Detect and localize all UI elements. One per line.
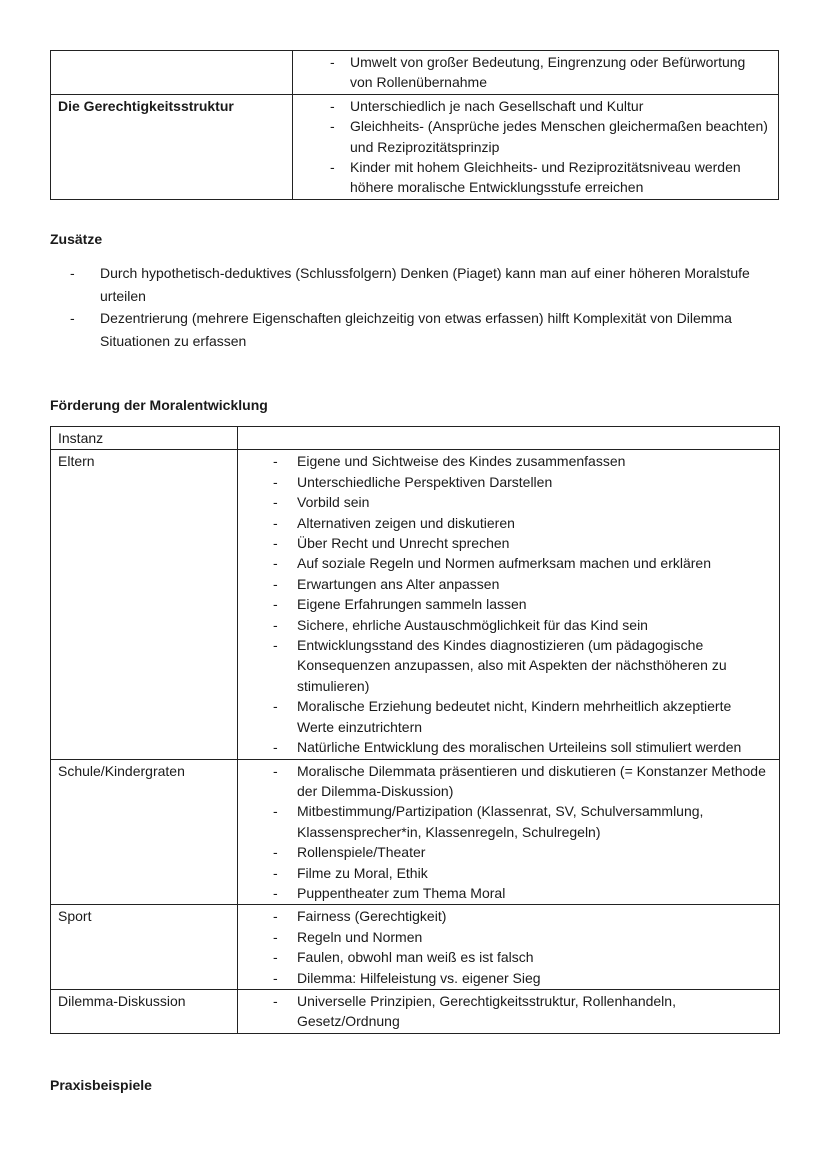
table-row: [51, 51, 779, 95]
list-item: - Universelle Prinzipien, Gerechtigkeitsstruktur, Rollenhandeln, Gesetz/Ordnung: [273, 991, 772, 1032]
list-item: - Entwicklungsstand des Kindes diagnostizieren (um pädagogische Konsequenzen anzupassen, also mit Aspekten der nächsthöheren zu stimulieren): [273, 635, 772, 696]
list-item: - Rollenspiele/Theater: [273, 842, 772, 862]
table-row: [51, 759, 780, 905]
list-item: - Regeln und Normen: [273, 927, 772, 947]
bullet-list: [330, 52, 771, 93]
list-item: - Erwartungen ans Alter anpassen: [273, 574, 772, 594]
row-items-cell: [238, 989, 780, 1033]
list-item: - Natürliche Entwicklung des moralischen Urteileins soll stimuliert werden: [273, 737, 772, 757]
list-item: - Umwelt von großer Bedeutung, Eingrenzung oder Befürwortung von Rollenübernahme: [330, 52, 771, 93]
bullet-list: [330, 96, 771, 198]
foerderung-table: [50, 426, 780, 1034]
list-item: - Dezentrierung (mehrere Eigenschaften gleichzeitig von etwas erfassen) hilft Komplexität von Dilemma Situationen zu erfassen: [70, 307, 770, 352]
bullet-list: [273, 761, 772, 904]
table-row: [51, 905, 780, 990]
table-row: [51, 94, 779, 199]
list-item: - Gleichheits- (Ansprüche jedes Menschen gleichermaßen beachten) und Reziprozitätsprinzip: [330, 116, 771, 157]
list-item: - Fairness (Gerechtigkeit): [273, 906, 772, 926]
row-items-cell: [293, 94, 779, 199]
list-item: - Eigene Erfahrungen sammeln lassen: [273, 594, 772, 614]
list-item: - Sichere, ehrliche Austauschmöglichkeit für das Kind sein: [273, 615, 772, 635]
list-item: - Mitbestimmung/Partizipation (Klassenrat, SV, Schulversammlung, Klassensprecher*in, Klassenregeln, Schulregeln): [273, 801, 772, 842]
row-label-cell: [51, 51, 293, 95]
row-items-cell: [293, 51, 779, 95]
praxis-heading: Praxisbeispiele: [50, 1077, 152, 1093]
list-item: - Moralische Erziehung bedeutet nicht, Kindern mehrheitlich akzeptierte Werte einzutrichtern: [273, 696, 772, 737]
list-item: - Moralische Dilemmata präsentieren und diskutieren (= Konstanzer Methode der Dilemma-Diskussion): [273, 761, 772, 802]
list-item: - Faulen, obwohl man weiß es ist falsch: [273, 947, 772, 967]
list-item: - Unterschiedliche Perspektiven Darstellen: [273, 472, 772, 492]
list-item: - Alternativen zeigen und diskutieren: [273, 513, 772, 533]
foerderung-heading: Förderung der Moralentwicklung: [50, 397, 268, 413]
row-items-cell: [238, 759, 780, 905]
table-header-row: [51, 427, 780, 450]
list-item: - Eigene und Sichtweise des Kindes zusammenfassen: [273, 451, 772, 471]
list-item: - Durch hypothetisch-deduktives (Schlussfolgern) Denken (Piaget) kann man auf einer höheren Moralstufe urteilen: [70, 262, 770, 307]
header-cell: [238, 427, 780, 450]
list-item: - Dilemma: Hilfeleistung vs. eigener Sieg: [273, 968, 772, 988]
list-item: - Über Recht und Unrecht sprechen: [273, 533, 772, 553]
list-item: - Puppentheater zum Thema Moral: [273, 883, 772, 903]
row-items-cell: [238, 450, 780, 759]
zusaetze-heading: Zusätze: [50, 231, 103, 247]
bullet-list: [273, 451, 772, 757]
table-row: [51, 450, 780, 759]
row-label-cell: Schule/Kindergraten: [51, 759, 238, 905]
list-item: - Vorbild sein: [273, 492, 772, 512]
bullet-list: [273, 906, 772, 988]
table-row: [51, 989, 780, 1033]
list-item: - Filme zu Moral, Ethik: [273, 863, 772, 883]
row-label-cell: Die Gerechtigkeitsstruktur: [51, 94, 293, 199]
row-label-cell: Sport: [51, 905, 238, 990]
row-label-cell: Dilemma-Diskussion: [51, 989, 238, 1033]
row-label-cell: Eltern: [51, 450, 238, 759]
zusaetze-list: [70, 262, 770, 352]
top-table: [50, 50, 779, 200]
list-item: - Kinder mit hohem Gleichheits- und Reziprozitätsniveau werden höhere moralische Entwicklungsstufe erreichen: [330, 157, 771, 198]
header-cell: Instanz: [51, 427, 238, 450]
list-item: - Auf soziale Regeln und Normen aufmerksam machen und erklären: [273, 553, 772, 573]
bullet-list: [273, 991, 772, 1032]
row-items-cell: [238, 905, 780, 990]
list-item: - Unterschiedlich je nach Gesellschaft und Kultur: [330, 96, 771, 116]
